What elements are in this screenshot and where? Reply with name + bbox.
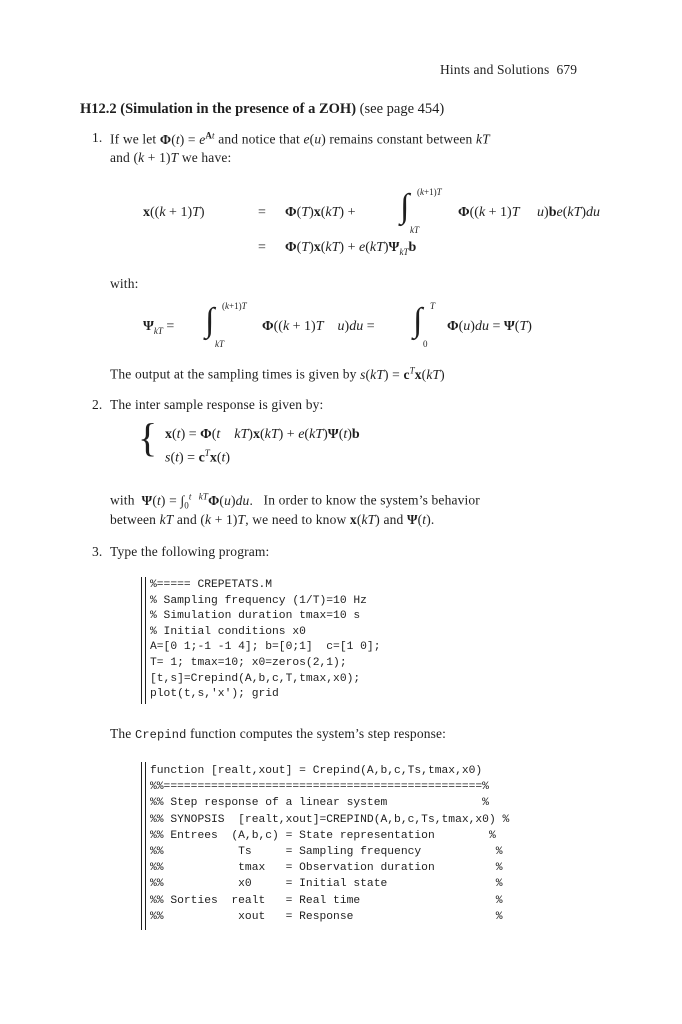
equation-1-lhs: x((k + 1)T) bbox=[143, 205, 205, 220]
item1-with: with: bbox=[110, 276, 139, 291]
program-line: % Sampling frequency (1/T)=10 Hz bbox=[150, 594, 367, 607]
item2-text-need: , we need to know bbox=[245, 512, 347, 527]
equation-1-rhs-b: Φ((k + 1)T u)be(kT)du bbox=[458, 205, 601, 220]
item2-line2: between kT and (k + 1)T, we need to know x(kT) and Ψ(t). bbox=[110, 512, 435, 527]
item1-text-a: If we let bbox=[110, 131, 157, 147]
equation-1-rhs-a: Φ(T)x(kT) + bbox=[285, 205, 356, 220]
function-line: %% SYNOPSIS [realt,xout]=CREPIND(A,b,c,Ts,tmax,x0) % bbox=[150, 813, 510, 826]
item1-text-d: we have: bbox=[181, 150, 232, 165]
function-line: function [realt,xout] = Crepind(A,b,c,Ts,tmax,x0) bbox=[150, 765, 483, 777]
psi-def-mid: Φ((k + 1)T u)du = bbox=[262, 319, 375, 334]
running-header bbox=[440, 62, 577, 78]
section-title: H12.2 (Simulation in the presence of a ZOH) bbox=[80, 101, 357, 117]
program-line: T= 1; tmax=10; x0=zeros(2,1); bbox=[150, 656, 347, 669]
psi-def-rhs: Φ(u)du = Ψ(T) bbox=[447, 319, 532, 334]
function-listing bbox=[150, 763, 509, 925]
item3-number: 3. bbox=[92, 544, 103, 559]
function-line: %% tmax = Observation duration % bbox=[150, 862, 503, 875]
psi-def-lhs: $\Psi_{kT}$ = bbox=[143, 319, 175, 336]
integral-2-upper: (k+1)T bbox=[222, 301, 247, 311]
function-line: %% Entrees (A,b,c) = State representation % bbox=[150, 829, 496, 842]
integral-3-upper: T bbox=[430, 301, 436, 311]
integral-sign-1: ∫ bbox=[400, 188, 410, 225]
program-line: %===== CREPETATS.M bbox=[150, 579, 273, 591]
math-output: $s(kT) = c^Tx(kT)$ bbox=[360, 365, 445, 382]
item1-output-text: The output at the sampling times is given by bbox=[110, 366, 357, 382]
integral-2-lower: kT bbox=[215, 339, 224, 349]
system-eq-1: x(t) = Φ(t kT)x(kT) + e(kT)Ψ(t)b bbox=[165, 427, 360, 442]
running-title: Hints and Solutions bbox=[440, 62, 550, 77]
program-line: plot(t,s,'x'); grid bbox=[150, 688, 279, 701]
equation-2-rhs: $\Phi(T)x(kT) + e(kT)\Psi_{kT}b$ bbox=[285, 240, 417, 257]
section-heading bbox=[80, 101, 444, 118]
item1-output bbox=[110, 365, 445, 383]
function-bar-2 bbox=[145, 762, 146, 930]
item2-text-between: between bbox=[110, 512, 157, 527]
function-line: %% Sorties realt = Real time % bbox=[150, 894, 503, 907]
system-brace: { bbox=[138, 415, 158, 460]
item1-text-b: and notice that bbox=[218, 131, 300, 147]
item3-intro: Type the following program: bbox=[110, 544, 270, 559]
math-psi-t: $\Psi(t) = \int_0^{t kT}\Phi(u)du$. bbox=[141, 491, 253, 511]
crepind-text-b: function computes the system’s step response: bbox=[189, 726, 447, 741]
item2-text-and: and bbox=[176, 512, 197, 527]
crepind-text-a: The bbox=[110, 726, 132, 741]
item1-line1 bbox=[110, 130, 490, 148]
integral-sign-3: ∫ bbox=[413, 302, 423, 339]
integral-1-lower: kT bbox=[410, 225, 419, 235]
program-listing bbox=[150, 578, 381, 703]
program-bar-1 bbox=[141, 577, 142, 704]
function-line: %% x0 = Initial state % bbox=[150, 878, 503, 891]
program-bar-2 bbox=[145, 577, 146, 704]
item1-line2: and (k + 1)T we have: bbox=[110, 150, 232, 165]
item2-intro: The inter sample response is given by: bbox=[110, 397, 324, 412]
item1-text-c: remains constant between bbox=[329, 131, 473, 147]
math-e-u: e(u) bbox=[303, 131, 326, 147]
integral-1-upper: (k+1)T bbox=[417, 187, 442, 197]
section-page-ref: (see page 454) bbox=[359, 101, 445, 117]
page-number: 679 bbox=[556, 62, 578, 77]
math-k1T: (k + 1)T bbox=[133, 150, 179, 165]
integral-3-lower: 0 bbox=[423, 339, 428, 349]
item1-number: 1. bbox=[92, 130, 103, 145]
crepind-line bbox=[110, 726, 446, 742]
integral-sign-2: ∫ bbox=[205, 302, 215, 339]
math-kT: kT bbox=[476, 131, 490, 147]
function-line: %%===============================================% bbox=[150, 781, 489, 794]
function-line: %% Ts = Sampling frequency % bbox=[150, 846, 503, 859]
equation-2-eq: = bbox=[258, 240, 266, 255]
program-line: [t,s]=Crepind(A,b,c,T,tmax,x0); bbox=[150, 672, 361, 685]
item2-with-text: with bbox=[110, 492, 135, 508]
function-line: %% xout = Response % bbox=[150, 910, 503, 923]
program-line: % Initial conditions x0 bbox=[150, 625, 306, 638]
item2-text-and2: and bbox=[383, 512, 404, 527]
crepind-name: Crepind bbox=[134, 728, 187, 742]
function-bar-1 bbox=[141, 762, 142, 930]
item2-number: 2. bbox=[92, 397, 103, 412]
equation-1-eq: = bbox=[258, 205, 266, 220]
item2-text-b: In order to know the system’s behavior bbox=[263, 492, 480, 508]
program-line: A=[0 1;-1 -1 4]; b=[0;1] c=[1 0]; bbox=[150, 641, 381, 654]
item2-with-line bbox=[110, 491, 480, 510]
system-eq-2: $s(t) = c^Tx(t)$ bbox=[165, 448, 231, 466]
program-line: % Simulation duration tmax=10 s bbox=[150, 610, 361, 623]
function-line: %% Step response of a linear system % bbox=[150, 797, 489, 810]
math-phi-def: $\Phi(t) = e^{At}$ bbox=[159, 130, 215, 147]
